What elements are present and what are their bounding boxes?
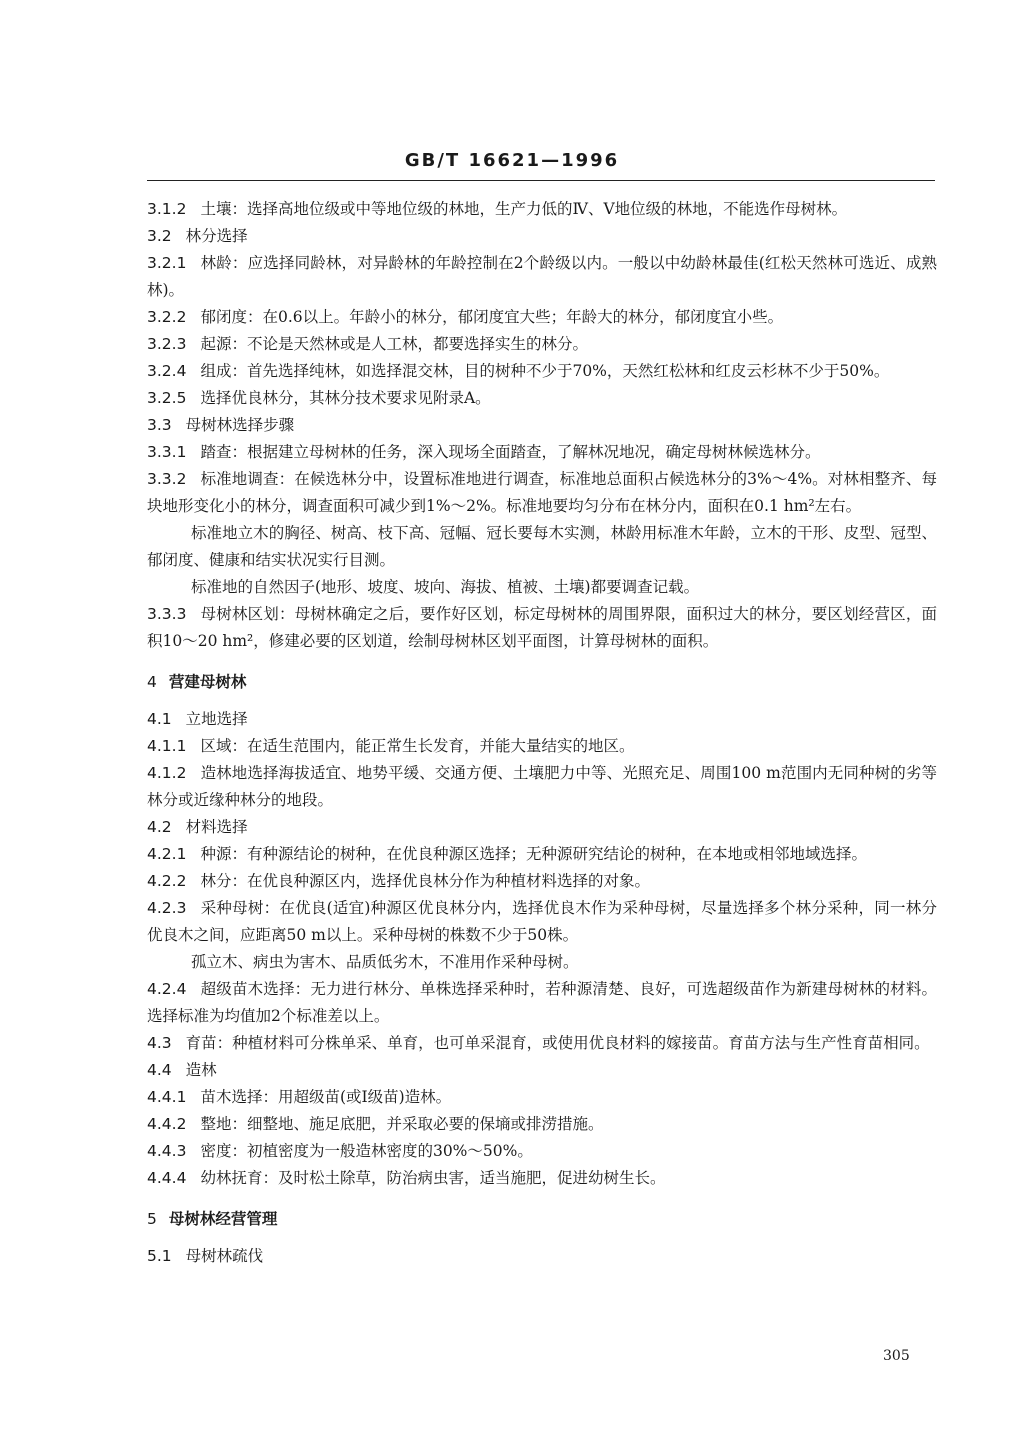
clause-paragraph — [147, 1084, 937, 1111]
clause-paragraph — [147, 358, 937, 385]
clause-text: 选择优良林分，其林分技术要求见附录A。 — [200, 389, 491, 407]
clause-text: 区域：在适生范围内，能正常生长发育，并能大量结实的地区。 — [200, 737, 635, 755]
clause-paragraph — [147, 223, 937, 250]
clause-number: 5 — [147, 1210, 157, 1228]
clause-text: 造林地选择海拔适宜、地势平缓、交通方便、土壤肥力中等、光照充足、周围100 m范围内无同种树的劣等林分或近缘种林分的地段。 — [147, 764, 937, 809]
clause-number: 3.2.4 — [147, 362, 187, 380]
clause-text: 孤立木、病虫为害木、品质低劣木，不准用作采种母树。 — [191, 953, 579, 971]
clause-text: 母树林疏伐 — [185, 1247, 264, 1265]
clause-paragraph — [147, 601, 937, 655]
clause-text: 密度：初植密度为一般造林密度的30%～50%。 — [200, 1142, 533, 1160]
clause-number: 3.3.2 — [147, 470, 187, 488]
clause-number: 4.2.2 — [147, 872, 187, 890]
header-rule — [147, 180, 935, 181]
clause-number: 3.2.5 — [147, 389, 187, 407]
document-body — [147, 196, 937, 1270]
clause-paragraph — [147, 868, 937, 895]
clause-number: 4.2 — [147, 818, 172, 836]
clause-text: 母树林区划：母树林确定之后，要作好区划，标定母树林的周围界限，面积过大的林分，要区划经营区，面积10～20 hm²，修建必要的区划道，绘制母树林区划平面图，计算母树林的面积。 — [147, 605, 937, 650]
clause-text: 母树林经营管理 — [168, 1210, 278, 1228]
clause-paragraph — [147, 1243, 937, 1270]
clause-text: 营建母树林 — [168, 673, 247, 691]
clause-text: 采种母树：在优良(适宜)种源区优良林分内，选择优良木作为采种母树，尽量选择多个林分采种，同一林分优良木之间，应距离50 m以上。采种母树的株数不少于50株。 — [147, 899, 937, 944]
clause-text: 林龄：应选择同龄林，对异龄林的年龄控制在2个龄级以内。一般以中幼龄林最佳(红松天然林可选近、成熟林)。 — [147, 254, 937, 299]
clause-number: 4.4.2 — [147, 1115, 187, 1133]
clause-text: 整地：细整地、施足底肥，并采取必要的保墒或排涝措施。 — [200, 1115, 604, 1133]
clause-paragraph — [147, 733, 937, 760]
clause-number: 4.2.1 — [147, 845, 187, 863]
clause-number: 3.1.2 — [147, 200, 187, 218]
clause-number: 4.2.3 — [147, 899, 187, 917]
clause-text: 郁闭度：在0.6以上。年龄小的林分，郁闭度宜大些；年龄大的林分，郁闭度宜小些。 — [200, 308, 784, 326]
clause-paragraph — [147, 574, 937, 601]
clause-number: 5.1 — [147, 1247, 172, 1265]
clause-number: 3.3.3 — [147, 605, 187, 623]
clause-text: 标准地立木的胸径、树高、枝下高、冠幅、冠长要每木实测，林龄用标准木年龄，立木的干形、皮型、冠型、郁闭度、健康和结实状况实行目测。 — [147, 524, 937, 569]
clause-text: 幼林抚育：及时松土除草，防治病虫害，适当施肥，促进幼树生长。 — [200, 1169, 666, 1187]
clause-number: 4.1.1 — [147, 737, 187, 755]
clause-text: 组成：首先选择纯林，如选择混交林，目的树种不少于70%，天然红松林和红皮云杉林不少于50%。 — [200, 362, 890, 380]
section-heading — [147, 1206, 937, 1233]
clause-paragraph — [147, 385, 937, 412]
clause-paragraph — [147, 1030, 937, 1057]
clause-text: 超级苗木选择：无力进行林分、单株选择采种时，若种源清楚、良好，可选超级苗作为新建母树林的材料。选择标准为均值加2个标准差以上。 — [147, 980, 937, 1025]
page-number: 305 — [883, 1348, 910, 1364]
clause-paragraph — [147, 976, 937, 1030]
clause-text: 起源：不论是天然林或是人工林，都要选择实生的林分。 — [200, 335, 588, 353]
clause-text: 土壤：选择高地位级或中等地位级的林地，生产力低的Ⅳ、Ⅴ地位级的林地，不能选作母树林。 — [200, 200, 848, 218]
clause-number: 3.3 — [147, 416, 172, 434]
clause-number: 4.3 — [147, 1034, 172, 1052]
clause-number: 4.1.2 — [147, 764, 187, 782]
clause-paragraph — [147, 412, 937, 439]
clause-number: 4.4 — [147, 1061, 172, 1079]
clause-paragraph — [147, 466, 937, 520]
clause-text: 苗木选择：用超级苗(或Ⅰ级苗)造林。 — [200, 1088, 452, 1106]
clause-text: 立地选择 — [185, 710, 248, 728]
clause-paragraph — [147, 1111, 937, 1138]
clause-paragraph — [147, 706, 937, 733]
clause-paragraph — [147, 331, 937, 358]
clause-paragraph — [147, 1057, 937, 1084]
clause-number: 4.2.4 — [147, 980, 187, 998]
clause-number: 4.4.4 — [147, 1169, 187, 1187]
clause-paragraph — [147, 760, 937, 814]
clause-paragraph — [147, 949, 937, 976]
section-heading — [147, 669, 937, 696]
clause-text: 标准地的自然因子(地形、坡度、坡向、海拔、植被、土壤)都要调查记载。 — [191, 578, 700, 596]
clause-number: 4.1 — [147, 710, 172, 728]
page-header: GB/T 16621—1996 — [404, 150, 620, 171]
clause-text: 造林 — [185, 1061, 217, 1079]
clause-number: 3.2 — [147, 227, 172, 245]
clause-paragraph — [147, 520, 937, 574]
clause-text: 林分：在优良种源区内，选择优良林分作为种植材料选择的对象。 — [200, 872, 650, 890]
clause-text: 踏查：根据建立母树林的任务，深入现场全面踏查，了解林况地况，确定母树林候选林分。 — [200, 443, 821, 461]
clause-text: 母树林选择步骤 — [185, 416, 295, 434]
clause-paragraph — [147, 439, 937, 466]
clause-paragraph — [147, 841, 937, 868]
clause-number: 3.3.1 — [147, 443, 187, 461]
clause-text: 材料选择 — [185, 818, 248, 836]
clause-paragraph — [147, 895, 937, 949]
clause-paragraph — [147, 814, 937, 841]
clause-text: 标准地调查：在候选林分中，设置标准地进行调查，标准地总面积占候选林分的3%～4%。对林相整齐、每块地形变化小的林分，调查面积可减少到1%～2%。标准地要均匀分布在林分内，面积在0.1 hm²左右。 — [147, 470, 937, 515]
clause-number: 4 — [147, 673, 157, 691]
clause-text: 育苗：种植材料可分株单采、单育，也可单采混育，或使用优良材料的嫁接苗。育苗方法与生产性育苗相同。 — [185, 1034, 930, 1052]
clause-number: 4.4.1 — [147, 1088, 187, 1106]
clause-text: 种源：有种源结论的树种，在优良种源区选择；无种源研究结论的树种，在本地或相邻地域选择。 — [200, 845, 867, 863]
clause-paragraph — [147, 1165, 937, 1192]
clause-text: 林分选择 — [185, 227, 248, 245]
clause-number: 3.2.1 — [147, 254, 187, 272]
clause-number: 4.4.3 — [147, 1142, 187, 1160]
clause-paragraph — [147, 1138, 937, 1165]
clause-paragraph — [147, 250, 937, 304]
clause-paragraph — [147, 196, 937, 223]
clause-number: 3.2.2 — [147, 308, 187, 326]
clause-paragraph — [147, 304, 937, 331]
clause-number: 3.2.3 — [147, 335, 187, 353]
